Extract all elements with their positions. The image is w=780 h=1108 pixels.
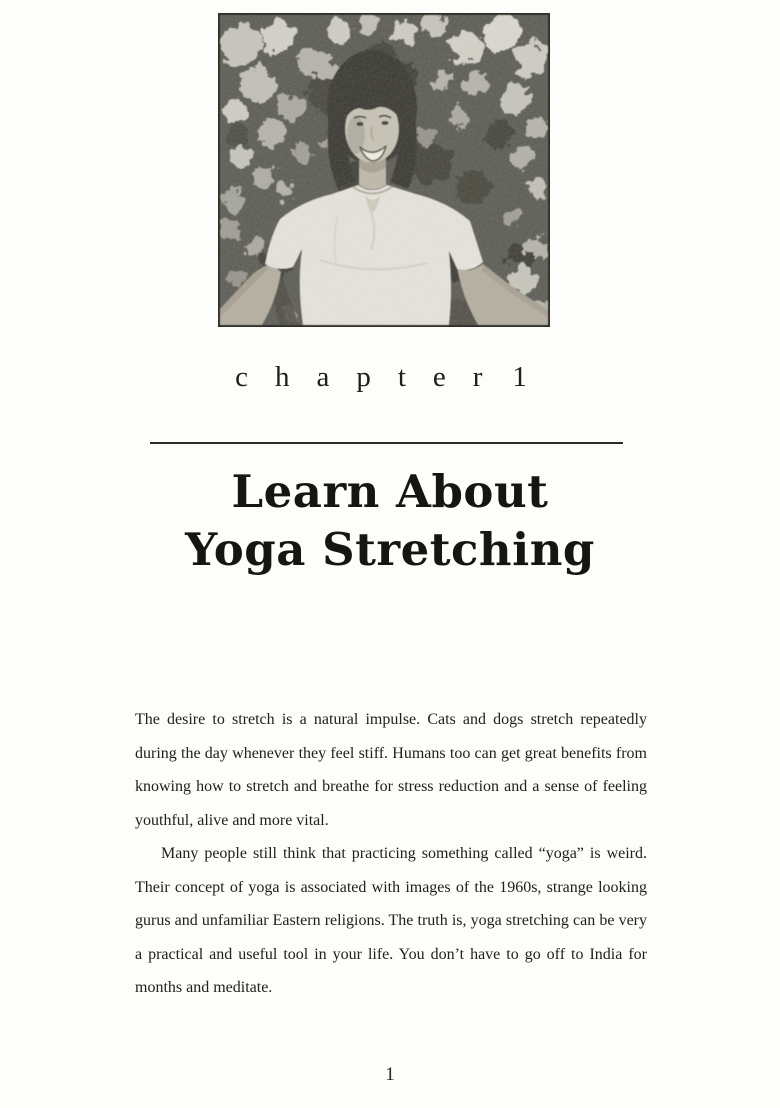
divider-rule — [150, 442, 623, 444]
photo-illustration — [220, 15, 548, 325]
title-line-2: Yoga Stretching — [185, 523, 595, 576]
chapter-title — [0, 463, 780, 579]
page-number: 1 — [385, 1064, 395, 1085]
paragraph-2: Many people still think that practicing something called “yoga” is weird. Their concept of yoga is associated with images of the 1960s, strange looking gurus and unfamiliar Eastern religions. The truth is, yoga stretching can be very a practical and useful tool in your life. You don’t have to go off to India for months and meditate. — [135, 845, 647, 996]
chapter-word: chapter — [235, 361, 510, 393]
chapter-heading — [0, 361, 771, 394]
chapter-photo — [218, 13, 550, 327]
chapter-number: 1 — [512, 361, 527, 393]
title-line-1: Learn About — [231, 465, 549, 518]
body-text — [135, 703, 647, 1005]
paragraph-1: The desire to stretch is a natural impulse. Cats and dogs stretch repeatedly during the day whenever they feel stiff. Humans too can get great benefits from knowing how to stretch and breathe for stress reduction and a sense of feeling youthful, alive and more vital. — [135, 711, 647, 829]
